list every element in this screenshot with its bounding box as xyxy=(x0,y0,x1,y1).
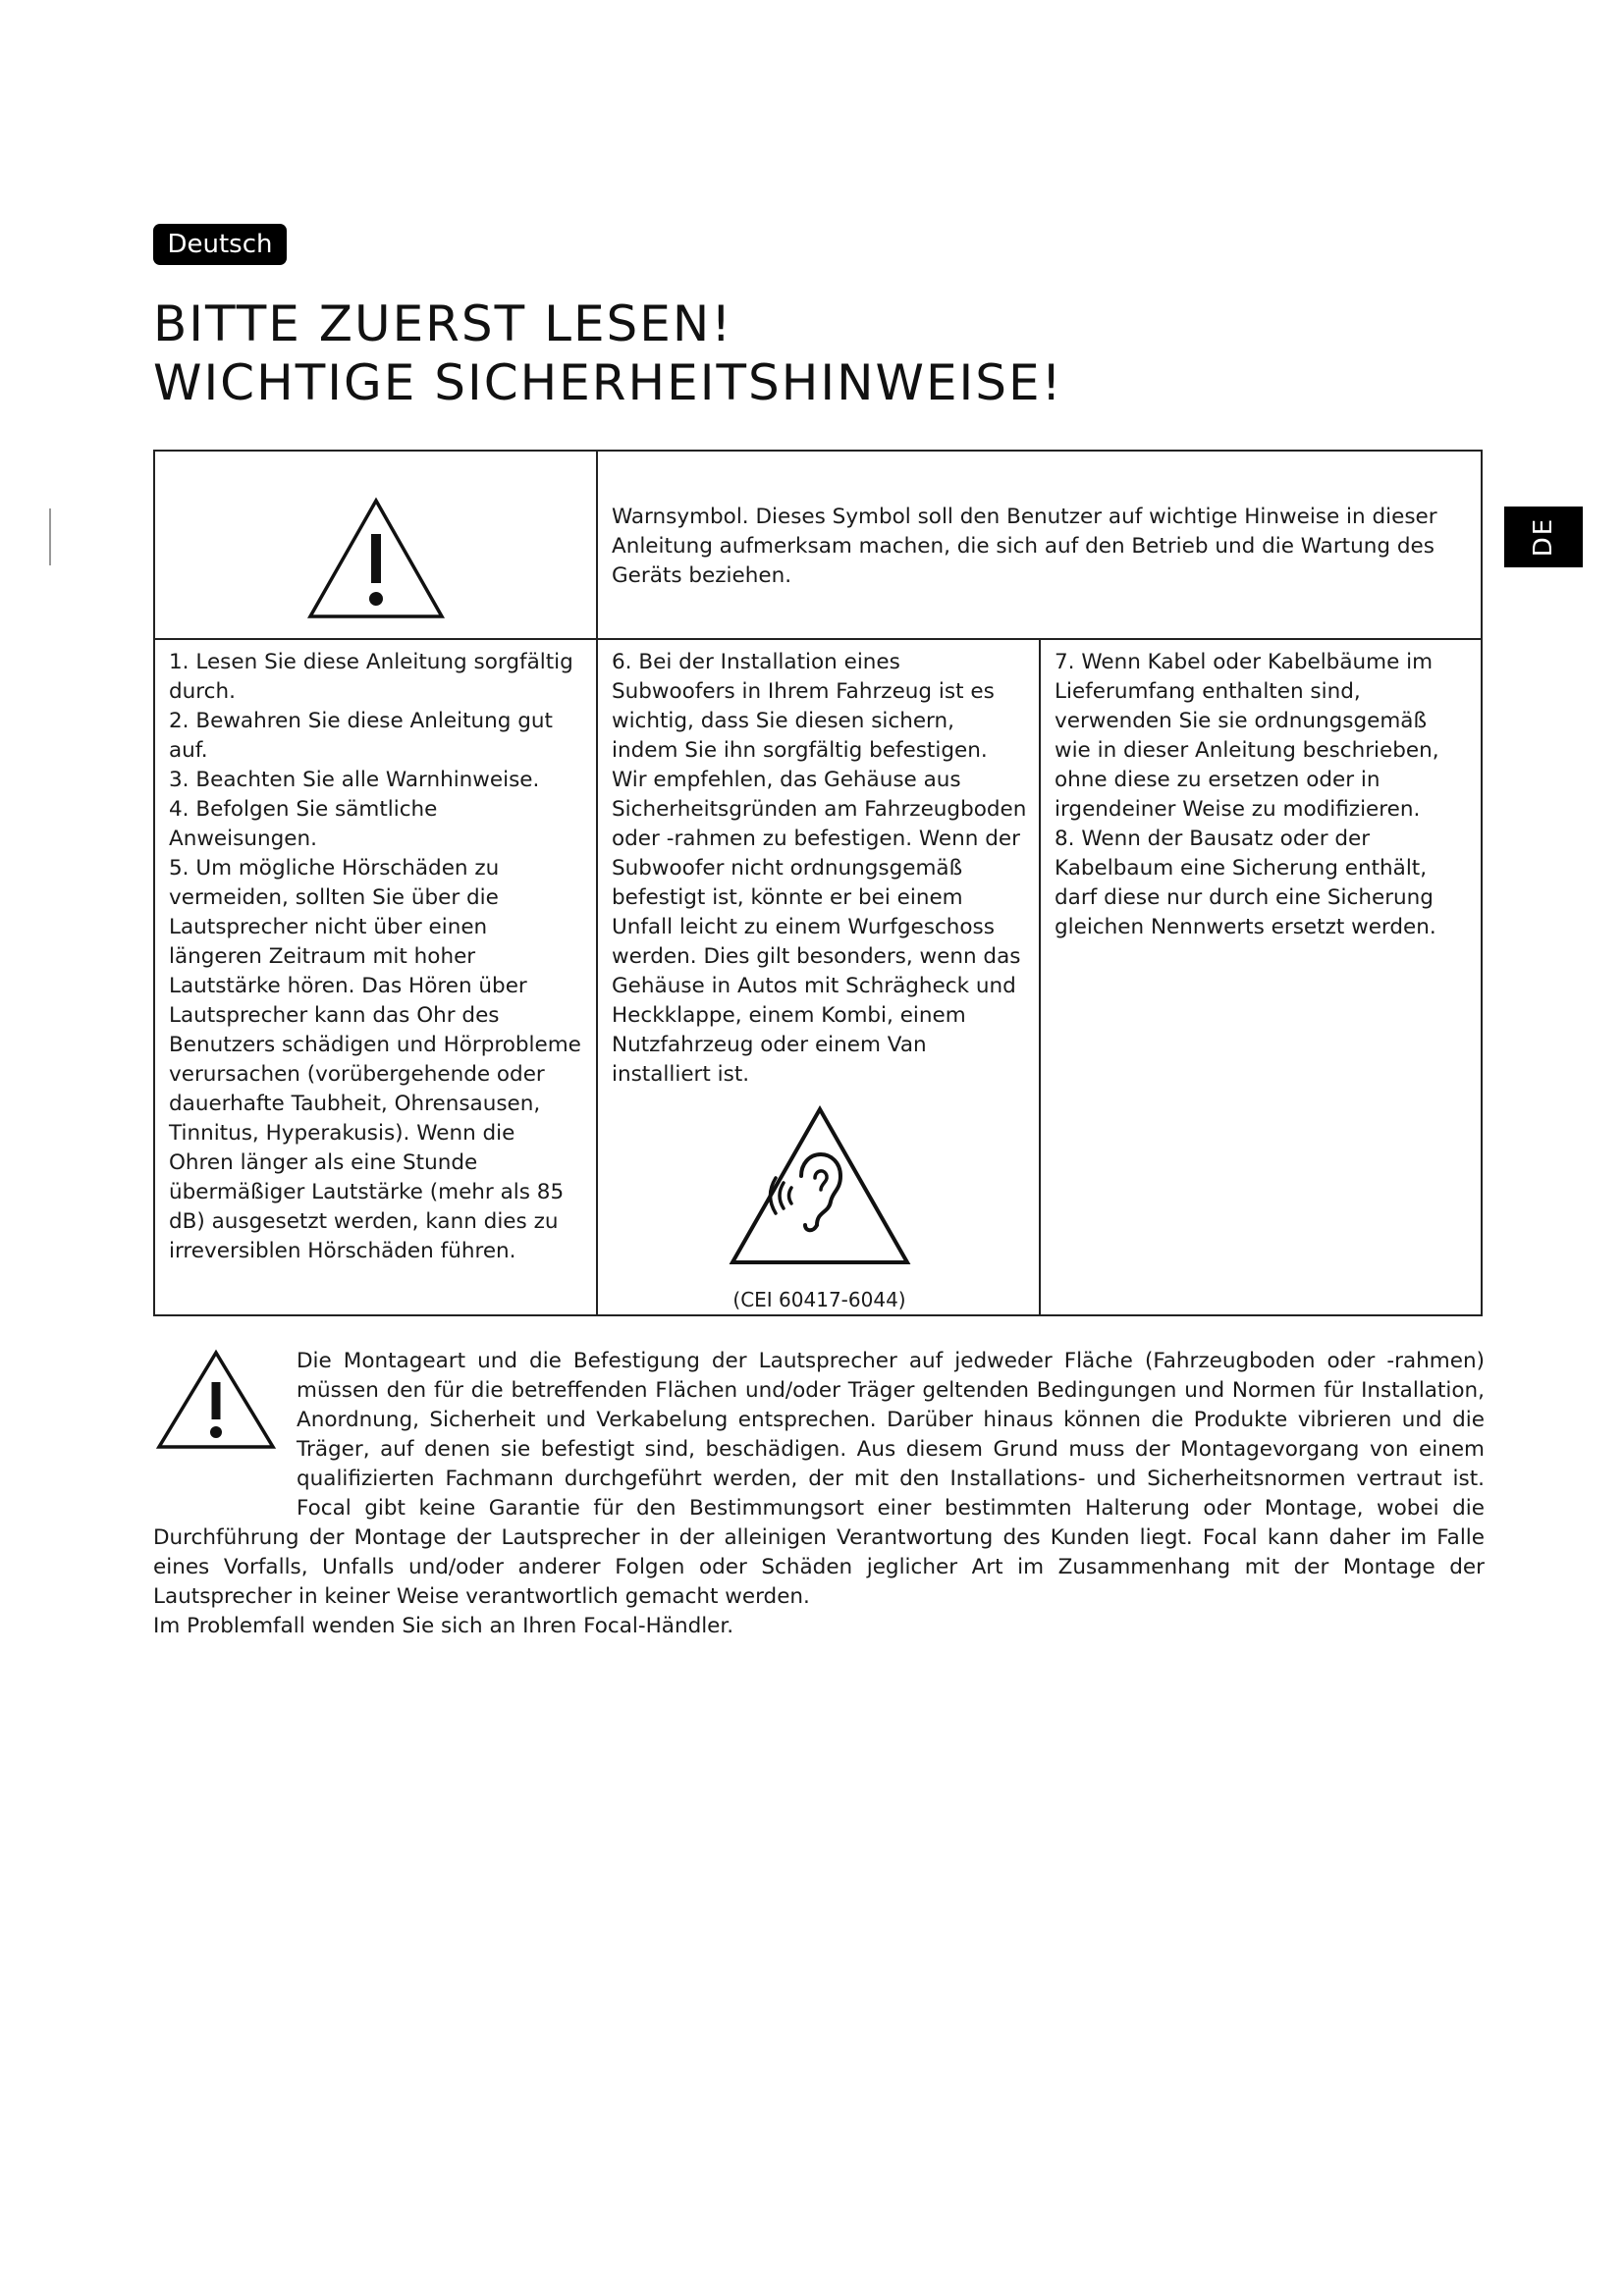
instruction-3: 3. Beachten Sie alle Warnhinweise. xyxy=(169,768,540,792)
instructions-column-3 xyxy=(1040,639,1482,1315)
instructions-column-2 xyxy=(597,639,1040,1315)
page-title xyxy=(153,294,1063,412)
instruction-5: 5. Um mögliche Hörschäden zu vermeiden, sollten Sie über die Lautsprecher nicht über einen längeren Zeitraum mit hoher Lautstärke hören. Das Hören über Lautsprecher kann das Ohr des Benutzers schädigen und Hörprobleme verursachen (vorübergehende oder dauerhafte Taubheit, Ohrensausen, Tinnitus, Hyperakusis). Wenn die Ohren länger als eine Stunde übermäßiger Lautstärke (mehr als 85 dB) ausgesetzt werden, kann dies zu irreversiblen Hörschäden führen. xyxy=(169,856,581,1263)
language-side-tab xyxy=(1504,507,1583,567)
warning-triangle-icon xyxy=(153,1347,297,1496)
title-line-1: BITTE ZUERST LESEN! xyxy=(153,295,733,352)
title-line-2: WICHTIGE SICHERHEITSHINWEISE! xyxy=(153,354,1063,411)
mounting-notice-text: Die Montageart und die Befestigung der Lautsprecher auf jedweder Fläche (Fahrzeugboden oder -rahmen) müssen den für die betreffenden Flächen und/oder Träger geltenden Bedingungen und Normen für Installation, Anordnung, Sicherheit und Verkabelung entsprechen. Darüber hinaus können die Produkte vibrieren und die Träger, auf denen sie befestigt sind, beschädigen. Aus diesem Grund muss der Montagevorgang von einem qualifizierten Fachmann durchgeführt werden, der mit den Installations- und Sicherheitsnormen vertraut ist. Focal gibt keine Garantie für den Bestimmungsort einer bestimmten Halterung oder Montage, wobei die Durchführung der Montage der Lautsprecher in der alleinigen Verantwortung des Kunden liegt. Focal kann daher im Falle eines Vorfalls, Unfalls und/oder anderer Folgen oder Schäden jeglicher Art im Zusammenhang mit der Montage der Lautsprecher in keiner Weise verantwortlich gemacht werden. xyxy=(153,1349,1485,1609)
mounting-notice xyxy=(153,1347,1485,1641)
warning-symbol-description-cell xyxy=(597,451,1482,639)
instruction-6: 6. Bei der Installation eines Subwoofers in Ihrem Fahrzeug ist es wichtig, dass Sie diesen sichern, indem Sie ihn sorgfältig befestigen. Wir empfehlen, das Gehäuse aus Sicherheitsgründen am Fahrzeugboden oder -rahmen zu befestigen. Wenn der Subwoofer nicht ordnungsgemäß befestigt ist, könnte er bei einem Unfall leicht zu einem Wurfgeschoss werden. Dies gilt besonders, wenn das Gehäuse in Autos mit Schrägheck und Heckklappe, einem Kombi, einem Nutzfahrzeug oder einem Van installiert ist. xyxy=(612,650,1027,1087)
hearing-damage-warning-icon xyxy=(727,1103,913,1268)
instruction-7: 7. Wenn Kabel oder Kabelbäume im Lieferumfang enthalten sind, verwenden Sie sie ordnungsgemäß wie in dieser Anleitung beschrieben, ohne diese zu ersetzen oder in irgendeiner Weise zu modifizieren. xyxy=(1055,650,1439,822)
cei-standard-caption: (CEI 60417-6044) xyxy=(732,1288,906,1311)
safety-table xyxy=(153,450,1483,1316)
warning-triangle-icon xyxy=(304,495,448,622)
warning-symbol-cell xyxy=(154,451,597,639)
side-tab-label: DE xyxy=(1529,516,1558,558)
instruction-1: 1. Lesen Sie diese Anleitung sorgfältig durch. xyxy=(169,650,573,704)
instructions-column-1 xyxy=(154,639,597,1315)
instruction-8: 8. Wenn der Bausatz oder der Kabelbaum eine Sicherung enthält, darf diese nur durch eine Sicherung gleichen Nennwerts ersetzt werden. xyxy=(1055,827,1436,939)
language-badge: Deutsch xyxy=(153,224,287,265)
margin-mark xyxy=(49,508,51,565)
warning-symbol-description: Warnsymbol. Dieses Symbol soll den Benutzer auf wichtige Hinweise in dieser Anleitung aufmerksam machen, die sich auf den Betrieb und die Wartung des Geräts beziehen. xyxy=(612,505,1437,588)
dealer-contact-text: Im Problemfall wenden Sie sich an Ihren Focal-Händler. xyxy=(153,1614,734,1638)
instruction-4: 4. Befolgen Sie sämtliche Anweisungen. xyxy=(169,797,438,851)
instruction-2: 2. Bewahren Sie diese Anleitung gut auf. xyxy=(169,709,553,763)
hearing-warning-figure xyxy=(612,1103,1027,1314)
